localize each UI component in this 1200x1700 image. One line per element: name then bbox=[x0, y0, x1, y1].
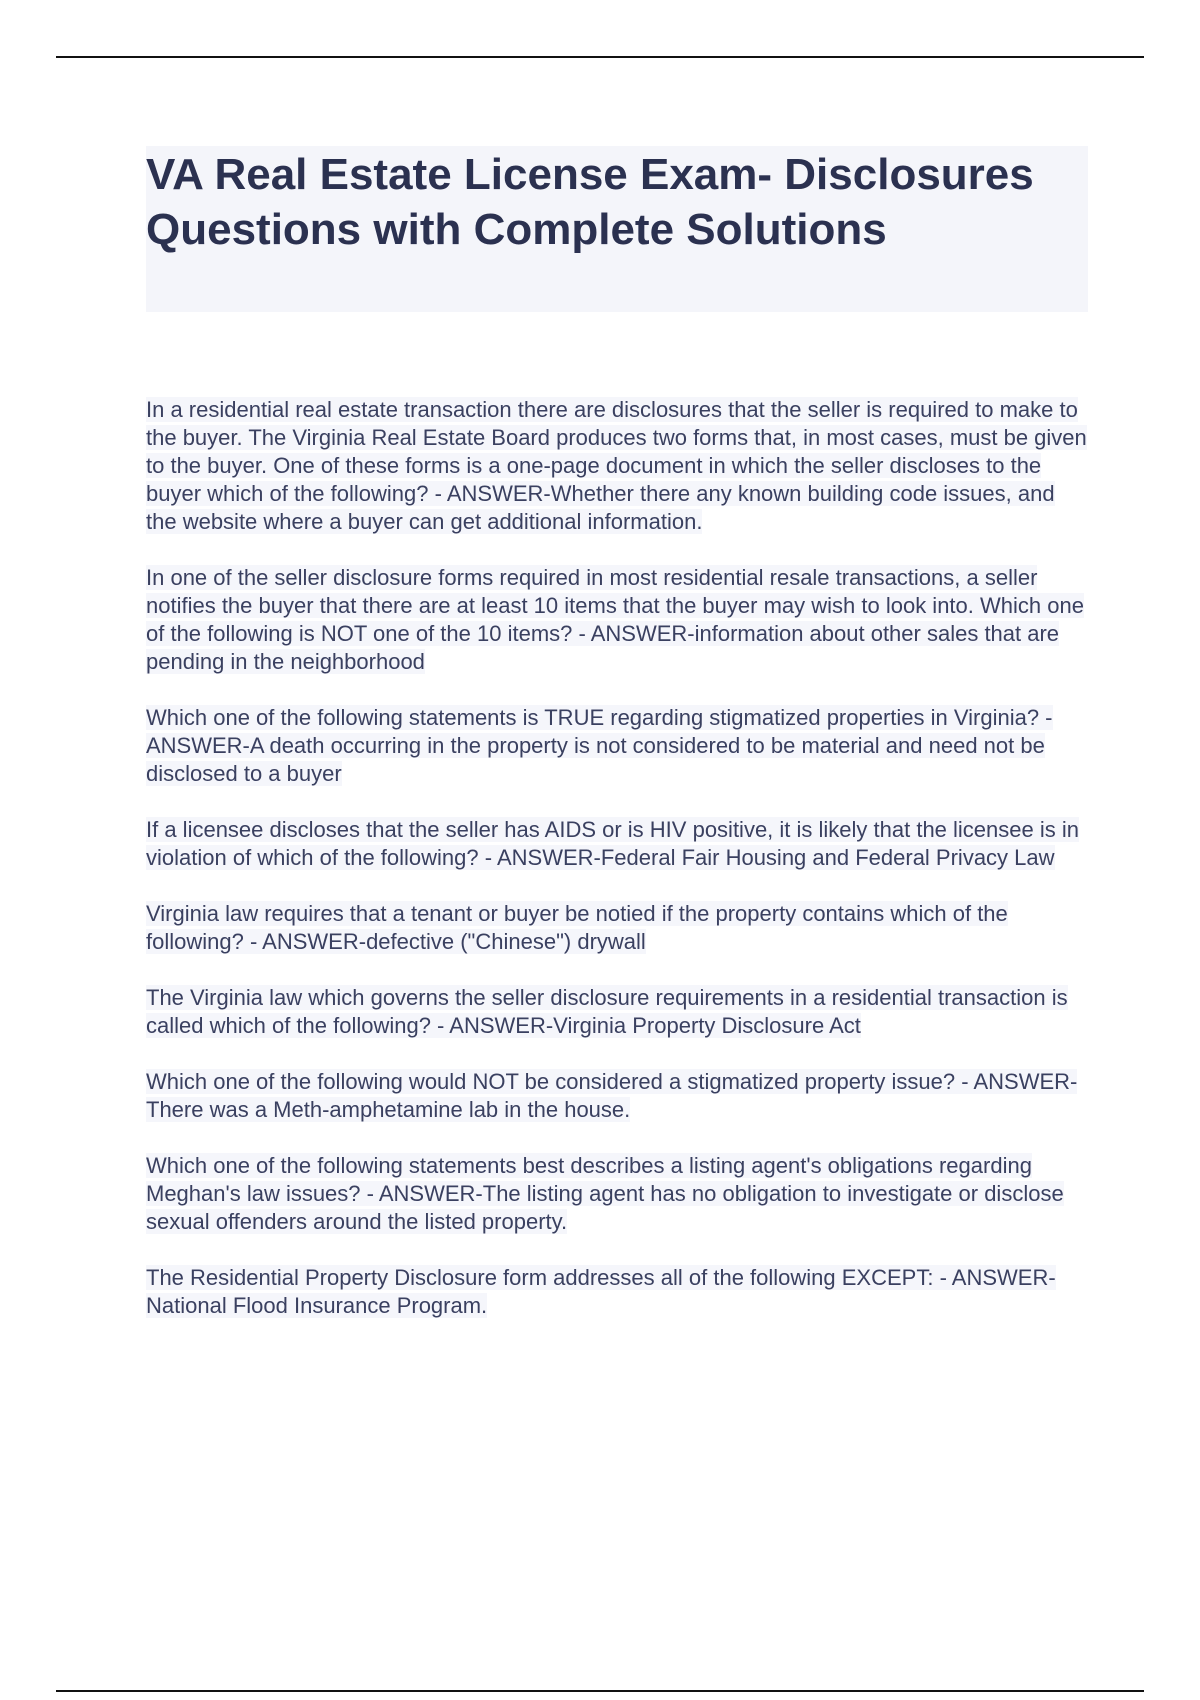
qa-text: Virginia law requires that a tenant or buyer be notied if the property contains which of the following? - ANSWER-defective ("Chinese") drywall bbox=[146, 901, 1008, 954]
qa-text: Which one of the following statements is TRUE regarding stigmatized properties in Virginia? - ANSWER-A death occurring in the property is not considered to be material and need not be disclosed to a buyer bbox=[146, 705, 1053, 786]
qa-item bbox=[146, 900, 1090, 956]
qa-text: If a licensee discloses that the seller has AIDS or is HIV positive, it is likely that the licensee is in violation of which of the following? - ANSWER-Federal Fair Housing and Federal Privacy Law bbox=[146, 817, 1079, 870]
qa-text: Which one of the following would NOT be considered a stigmatized property issue? - ANSWER-There was a Meth-amphetamine lab in the house. bbox=[146, 1069, 1078, 1122]
qa-item bbox=[146, 1264, 1090, 1320]
qa-text: In one of the seller disclosure forms required in most residential resale transactions, a seller notifies the buyer that there are at least 10 items that the buyer may wish to look into. Which one of the following is NOT one of the 10 items? - ANSWER-information about other sales that are pending in the neighborhood bbox=[146, 565, 1084, 674]
title-block bbox=[146, 146, 1088, 312]
qa-item bbox=[146, 564, 1090, 676]
qa-item bbox=[146, 396, 1090, 536]
qa-item bbox=[146, 1068, 1090, 1124]
qa-item bbox=[146, 704, 1090, 788]
qa-text: The Residential Property Disclosure form addresses all of the following EXCEPT: - ANSWER-National Flood Insurance Program. bbox=[146, 1265, 1056, 1318]
page-title: VA Real Estate License Exam- Disclosures Questions with Complete Solutions bbox=[146, 150, 1034, 254]
qa-list bbox=[146, 396, 1090, 1348]
qa-text: The Virginia law which governs the seller disclosure requirements in a residential transaction is called which of the following? - ANSWER-Virginia Property Disclosure Act bbox=[146, 985, 1068, 1038]
bottom-rule bbox=[56, 1690, 1144, 1692]
qa-text: Which one of the following statements best describes a listing agent's obligations regarding Meghan's law issues? - ANSWER-The listing agent has no obligation to investigate or disclose sexual offenders around the listed property. bbox=[146, 1153, 1064, 1234]
qa-item bbox=[146, 984, 1090, 1040]
qa-text: In a residential real estate transaction there are disclosures that the seller is required to make to the buyer. The Virginia Real Estate Board produces two forms that, in most cases, must be given to the buyer. One of these forms is a one-page document in which the seller discloses to the buyer which of the following? - ANSWER-Whether there any known building code issues, and the website where a buyer can get additional information. bbox=[146, 397, 1087, 534]
qa-item bbox=[146, 816, 1090, 872]
qa-item bbox=[146, 1152, 1090, 1236]
top-rule bbox=[56, 56, 1144, 58]
